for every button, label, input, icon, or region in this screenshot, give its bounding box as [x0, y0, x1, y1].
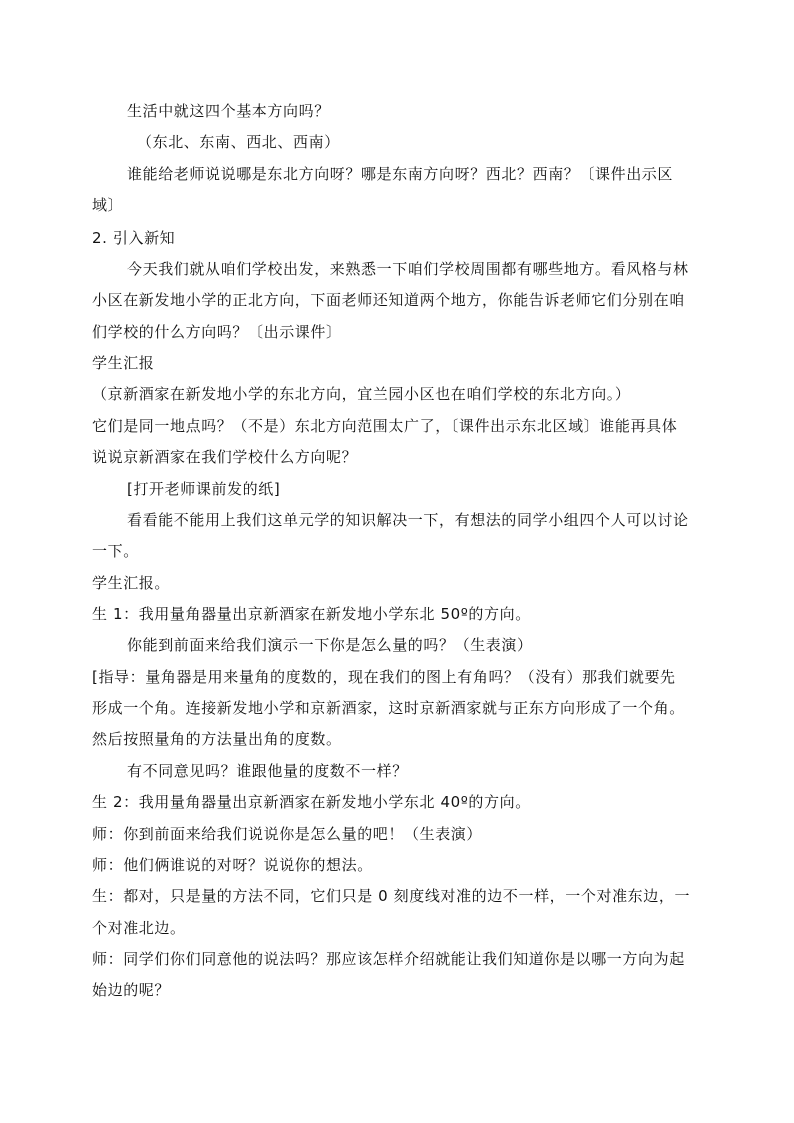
section-heading: 2. 引入新知	[92, 229, 176, 247]
text-line: 小区在新发地小学的正北方向，下面老师还知道两个地方，你能告诉老师它们分别在咱	[92, 291, 685, 309]
text-line: 学生汇报	[92, 354, 155, 372]
text-line: 始边的呢？	[92, 981, 171, 999]
text-line: 生：都对，只是量的方法不同，它们只是 0 刻度线对准的边不一样，一个对准东边，一	[92, 887, 691, 905]
text-line: [打开老师课前发的纸]	[127, 480, 281, 498]
text-line: 域〕	[92, 196, 124, 214]
text-line: 学生汇报。	[92, 574, 171, 592]
text-line: 然后按照量角的方法量出角的度数。	[92, 730, 342, 748]
text-line: 它们是同一地点吗？（不是）东北方向范围太广了，〔课件出示东北区域〕谁能再具体	[92, 417, 678, 435]
text-line: 形成一个角。连接新发地小学和京新酒家，这时京新酒家就与正东方向形成了一个角。	[92, 699, 685, 717]
text-line: 今天我们就从咱们学校出发，来熟悉一下咱们学校周围都有哪些地方。看风格与林	[127, 260, 689, 278]
text-line: 师：他们俩谁说的对呀？说说你的想法。	[92, 856, 373, 874]
text-line: 一下。	[92, 542, 139, 560]
text-line: （京新酒家在新发地小学的东北方向，宜兰园小区也在咱们学校的东北方向。）	[92, 385, 631, 403]
text-line: 个对准北边。	[92, 919, 186, 937]
text-line: 说说京新酒家在我们学校什么方向呢？	[92, 448, 358, 466]
text-line: 谁能给老师说说哪是东北方向呀？哪是东南方向呀？西北？西南？〔课件出示区	[127, 165, 674, 183]
text-line: 师：你到前面来给我们说说你是怎么量的吧！（生表演）	[92, 825, 483, 843]
text-line: 有不同意见吗？谁跟他量的度数不一样？	[127, 762, 408, 780]
text-line: 生 2：我用量角器量出京新酒家在新发地小学东北 40º的方向。	[92, 793, 531, 811]
text-line: 看看能不能用上我们这单元学的知识解决一下，有想法的同学小组四个人可以讨论	[127, 511, 689, 529]
text-line: [指导：量角器是用来量角的度数的，现在我们的图上有角吗？（没有）那我们就要先	[92, 668, 676, 686]
text-line: 师：同学们你们同意他的说法吗？那应该怎样介绍就能让我们知道你是以哪一方向为起	[92, 950, 685, 968]
text-line: 你能到前面来给我们演示一下你是怎么量的吗？（生表演）	[127, 636, 533, 654]
text-line: 生 1：我用量角器量出京新酒家在新发地小学东北 50º的方向。	[92, 605, 531, 623]
text-line: 生活中就这四个基本方向吗？	[127, 102, 330, 120]
text-line: （东北、东南、西北、西南）	[137, 133, 340, 151]
text-line: 们学校的什么方向吗？〔出示课件〕	[92, 323, 342, 341]
